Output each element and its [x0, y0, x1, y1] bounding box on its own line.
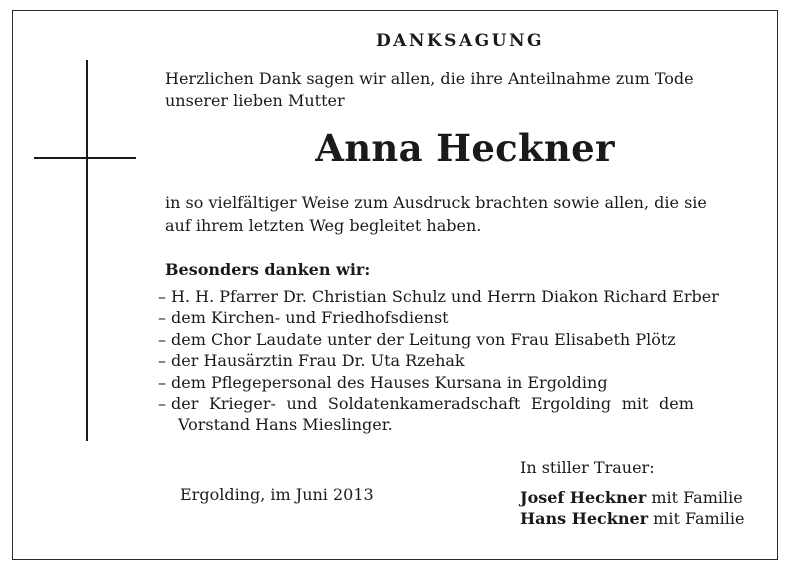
thanks-item-text: der Krieger- und Soldatenkameradschaft Ergolding mit dem [171, 394, 694, 414]
cross-horizontal-bar [34, 157, 136, 159]
mourner-entry [520, 487, 745, 509]
body-line-2: auf ihrem letzten Weg begleitet haben. [165, 216, 482, 235]
mourner-entry [520, 508, 745, 530]
mourner-suffix: mit Familie [648, 509, 745, 528]
dash: – [158, 351, 166, 371]
dash: – [158, 372, 166, 392]
intro-line-1: Herzlichen Dank sagen wir allen, die ihre Anteilnahme zum Tode [165, 69, 694, 88]
spacer [520, 479, 745, 487]
thanks-item [158, 307, 763, 328]
notice-heading: DANKSAGUNG [375, 31, 545, 51]
dash: – [158, 308, 166, 328]
thanks-item [158, 286, 763, 307]
intro-line-2: unserer lieben Mutter [165, 91, 345, 110]
mourner-suffix: mit Familie [646, 487, 743, 507]
thanks-item [158, 329, 763, 350]
body-line-1: in so vielfältiger Weise zum Ausdruck brachten sowie allen, die sie [165, 193, 707, 212]
place-and-date: Ergolding, im Juni 2013 [180, 485, 374, 504]
thanks-item-text: der Hausärztin Frau Dr. Uta Rzehak [171, 351, 465, 371]
deceased-name: Anna Heckner [315, 126, 615, 170]
thanks-item [158, 350, 763, 371]
thanks-item-text: dem Chor Laudate unter der Leitung von Frau Elisabeth Plötz [171, 329, 676, 349]
thanks-list [158, 286, 763, 436]
mourners-label: In stiller Trauer: [520, 458, 655, 477]
cross-vertical-bar [86, 60, 88, 441]
mourner-name: Josef Heckner [520, 487, 647, 507]
dash: – [158, 287, 166, 306]
thanks-item-text: dem Pflegepersonal des Hauses Kursana in Ergolding [171, 372, 608, 392]
thanks-item-text: dem Kirchen- und Friedhofsdienst [171, 308, 449, 328]
thanks-item [158, 393, 763, 436]
thanks-heading: Besonders danken wir: [165, 260, 371, 279]
thanks-item-text: H. H. Pfarrer Dr. Christian Schulz und Herrn Diakon Richard Erber [171, 287, 719, 306]
dash: – [158, 329, 166, 349]
mourner-name: Hans Heckner [520, 509, 649, 528]
thanks-item-continuation: Vorstand Hans Mieslinger. [178, 415, 393, 435]
thanks-item [158, 372, 763, 393]
mourners-block [520, 457, 745, 530]
dash: – [158, 394, 166, 414]
